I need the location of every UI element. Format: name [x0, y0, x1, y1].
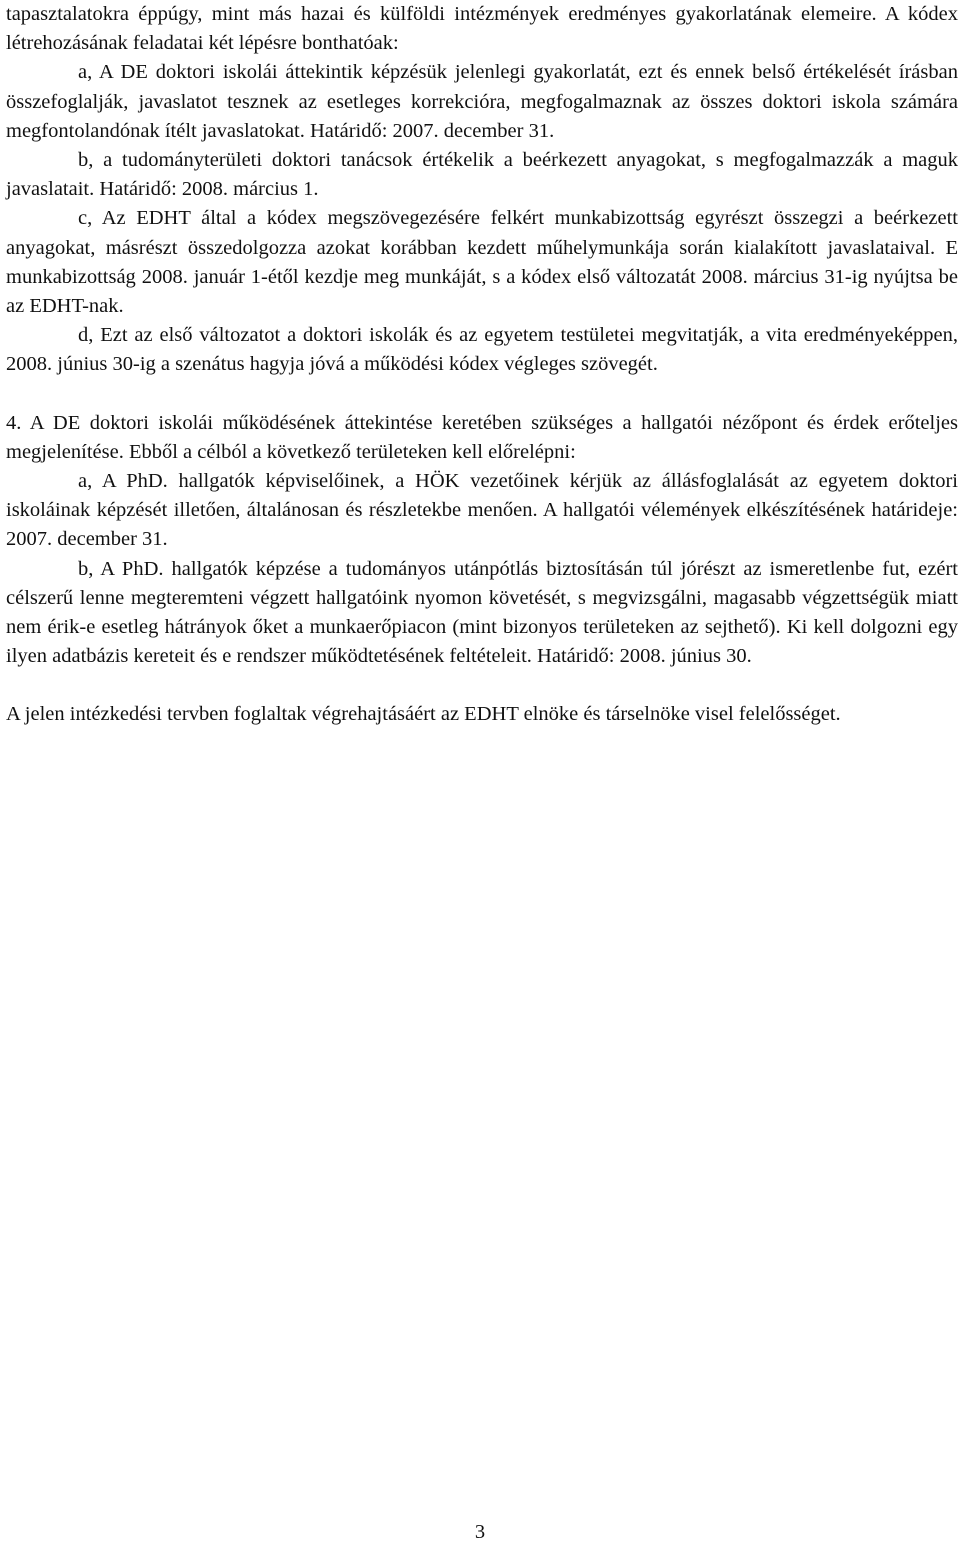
- list-item-a-doctoral-schools-review: a, A DE doktori iskolái áttekintik képzésük jelenlegi gyakorlatát, ezt és ennek belső értékelését írásban összefoglalják, javaslatot tesznek az esetleges korrekcióra, megfogalmaznak az összes doktori iskola számára megfontolandónak ítélt javaslatokat. Határidő: 2007. december 31.: [6, 61, 958, 142]
- paragraph-intro-continuation: tapasztalatokra éppúgy, mint más hazai és külföldi intézmények eredményes gyakorlatának elemeire. A kódex létrehozásának feladatai két lépésre bonthatóak:: [6, 3, 958, 55]
- list-item-c-working-committee: c, Az EDHT által a kódex megszövegezésére felkért munkabizottság egyrészt összegzi a beérkezett anyagokat, másrészt összedolgozza azokat korábban kezdett műhelymunkája során kialakított javaslataival. E munkabizottság 2008. január 1-étől kezdje meg munkáját, s a kódex első változatát 2008. március 31-ig nyújtsa be az EDHT-nak.: [6, 207, 958, 318]
- closing-responsibility-paragraph: A jelen intézkedési tervben foglaltak végrehajtásáért az EDHT elnöke és társelnöke visel felelősséget.: [6, 703, 841, 726]
- list-item-d-first-version-debate: d, Ezt az első változatot a doktori iskolák és az egyetem testületei megvitatják, a vita eredményeképpen, 2008. június 30-ig a szenátus hagyja jóvá a működési kódex végleges szövegét.: [6, 324, 958, 376]
- list-item-a-phd-representatives: a, A PhD. hallgatók képviselőinek, a HÖK vezetőinek kérjük az állásfoglalását az egyetem doktori iskoláinak képzését illetően, általánosan és részletekbe menően. A hallgatói vélemények elkészítésének határideje: 2007. december 31.: [6, 470, 958, 551]
- list-item-b-doctoral-councils: b, a tudományterületi doktori tanácsok értékelik a beérkezett anyagokat, s megfogalmazzák a maguk javaslatait. Határidő: 2008. március 1.: [6, 149, 958, 201]
- list-item-b-phd-tracking: b, A PhD. hallgatók képzése a tudományos utánpótlás biztosításán túl jórészt az ismeretlenbe fut, ezért célszerű lenne megteremteni végzett hallgatóink nyomon követését, s megvizsgálni, magasabb végzettségük miatt nem érik-e esetleg hátrányok őket a munkaerőpiacon (mint bizonyos területeken az sejthető). Ki kell dolgozni egy ilyen adatbázis kereteit és e rendszer működtetésének feltételeit. Határidő: 2008. június 30.: [6, 557, 958, 668]
- document-page: [6, 0, 958, 730]
- page-number: 3: [474, 1521, 486, 1543]
- section-4-paragraph: 4. A DE doktori iskolái működésének áttekintése keretében szükséges a hallgatói nézőpont és érdek erőteljes megjelenítése. Ebből a célból a következő területeken kell előrelépni:: [6, 411, 958, 463]
